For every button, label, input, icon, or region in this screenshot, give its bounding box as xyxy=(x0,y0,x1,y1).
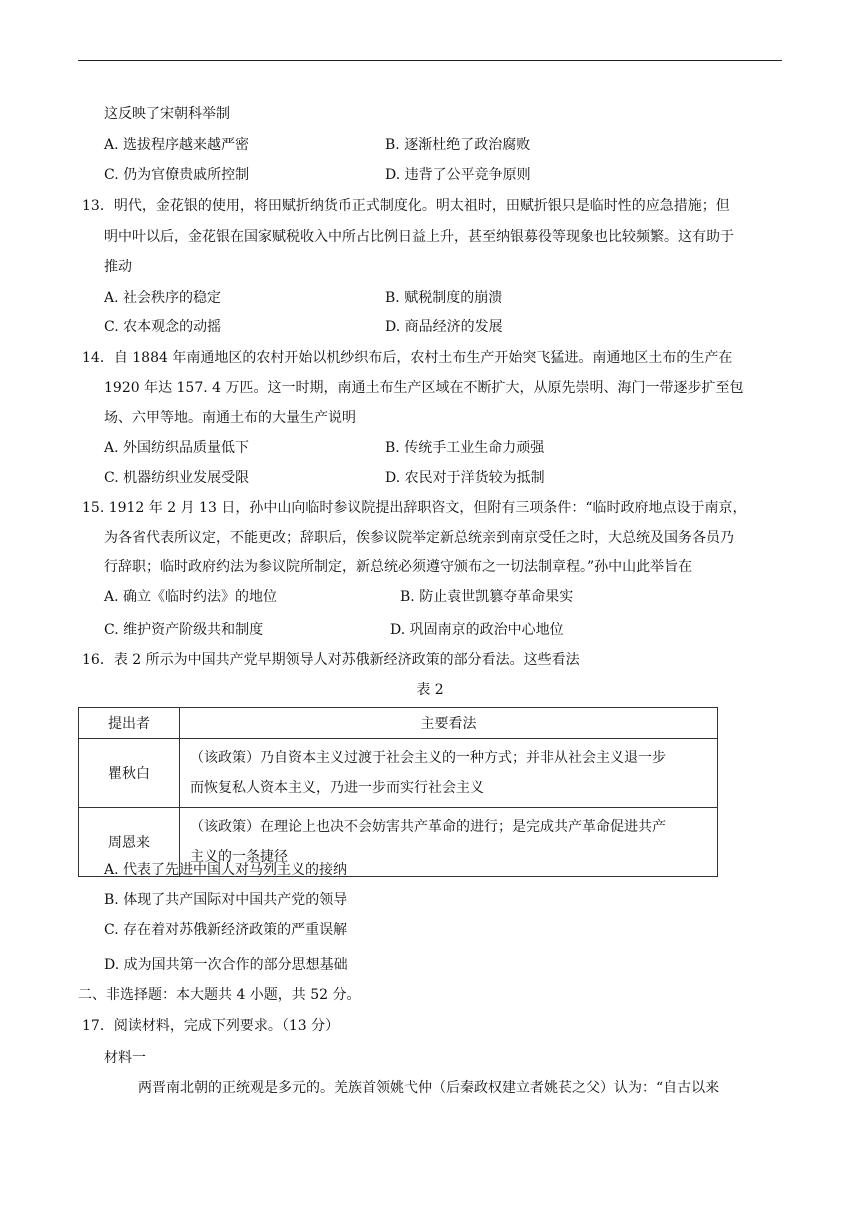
q12-option-b: B. 逐渐杜绝了政治腐败 xyxy=(385,137,531,153)
question-stem-tail: 这反映了宋朝科举制 xyxy=(104,106,230,122)
q15-option-c: C. 维护资产阶级共和制度 xyxy=(104,622,264,638)
table-header-view: 主要看法 xyxy=(180,708,718,739)
q12-option-a: A. 选拔程序越来越严密 xyxy=(104,137,250,153)
table-cell-proposer: 周恩来 xyxy=(79,808,180,877)
q14-option-b: B. 传统手工业生命力顽强 xyxy=(385,440,545,456)
table-cell-proposer: 瞿秋白 xyxy=(79,739,180,808)
q14-stem-line2: 1920 年达 157. 4 万匹。这一时期，南通土布生产区域在不断扩大，从原先崇明、海门一带逐步扩至包 xyxy=(104,380,744,396)
q15-stem-line3: 行辞职；临时政府约法为参议院所制定，新总统必须遵守颁布之一切法制章程。”孙中山此举旨在 xyxy=(104,559,693,575)
q13-stem-line1: 13．明代，金花银的使用，将田赋折纳货币正式制度化。明太祖时，田赋折银只是临时性的应急措施；但 xyxy=(82,198,730,214)
header-rule xyxy=(78,60,782,61)
view-line: （该政策）乃自资本主义过渡于社会主义的一种方式；并非从社会主义退一步 xyxy=(190,750,666,766)
q14-option-d: D. 农民对于洋货较为抵制 xyxy=(385,470,545,486)
material-text: 两晋南北朝的正统观是多元的。羌族首领姚弋仲（后秦政权建立者姚苌之父）认为：“自古以来 xyxy=(138,1080,720,1096)
q15-option-b: B. 防止袁世凯篡夺革命果实 xyxy=(400,589,574,605)
view-line: 主义的一条捷径 xyxy=(190,849,288,865)
q15-stem-line2: 为各省代表所议定，不能更改；辞职后，俟参议院举定新总统亲到南京受任之时，大总统及国务各员乃 xyxy=(104,530,734,546)
q13-option-a: A. 社会秩序的稳定 xyxy=(104,290,222,306)
q13-stem-line2: 明中叶以后，金花银在国家赋税收入中所占比例日益上升，甚至纳银募役等现象也比较频繁。这有助于 xyxy=(104,229,734,245)
view-line: （该政策）在理论上也决不会妨害共产革命的进行；是完成共产革命促进共产 xyxy=(190,819,666,835)
q12-option-c: C. 仍为官僚贵戚所控制 xyxy=(104,167,250,183)
q13-option-d: D. 商品经济的发展 xyxy=(385,319,503,335)
section-heading: 二、非选择题：本大题共 4 小题，共 52 分。 xyxy=(78,987,361,1003)
material-label: 材料一 xyxy=(104,1050,146,1066)
q13-option-c: C. 农本观念的动摇 xyxy=(104,319,222,335)
q16-option-d: D. 成为国共第一次合作的部分思想基础 xyxy=(104,957,348,973)
q14-option-a: A. 外国纺织品质量低下 xyxy=(104,440,250,456)
q14-stem-line1: 14．自 1884 年南通地区的农村开始以机纱织布后，农村土布生产开始突飞猛进。南通地区土布的生产在 xyxy=(82,350,733,366)
q13-option-b: B. 赋税制度的崩溃 xyxy=(385,290,503,306)
opinion-table xyxy=(78,707,718,877)
q16-option-c: C. 存在着对苏俄新经济政策的严重误解 xyxy=(104,922,348,938)
q16-stem-line1: 16．表 2 所示为中国共产党早期领导人对苏俄新经济政策的部分看法。这些看法 xyxy=(82,652,580,668)
q16-option-a: A. 代表了先进中国人对马列主义的接纳 xyxy=(104,862,348,878)
table-caption: 表 2 xyxy=(416,682,444,698)
q12-option-d: D. 违背了公平竞争原则 xyxy=(385,167,531,183)
q16-option-b: B. 体现了共产国际对中国共产党的领导 xyxy=(104,892,348,908)
q15-option-d: D. 巩固南京的政治中心地位 xyxy=(390,622,564,638)
table-row xyxy=(79,739,718,808)
table-header-row xyxy=(79,708,718,739)
q15-option-a: A. 确立《临时约法》的地位 xyxy=(104,589,278,605)
q14-option-c: C. 机器纺织业发展受限 xyxy=(104,470,250,486)
q13-stem-line3: 推动 xyxy=(104,259,132,275)
table-cell-view xyxy=(180,739,718,808)
q15-stem-line1: 15. 1912 年 2 月 13 日，孙中山向临时参议院提出辞职咨文，但附有三项条件：“临时政府地点设于南京， xyxy=(82,500,747,516)
q14-stem-line3: 场、六甲等地。南通土布的大量生产说明 xyxy=(104,410,356,426)
q17-stem-line1: 17．阅读材料，完成下列要求。（13 分） xyxy=(82,1018,340,1034)
table-header-proposer: 提出者 xyxy=(79,708,180,739)
view-line: 而恢复私人资本主义，乃进一步而实行社会主义 xyxy=(190,780,484,796)
